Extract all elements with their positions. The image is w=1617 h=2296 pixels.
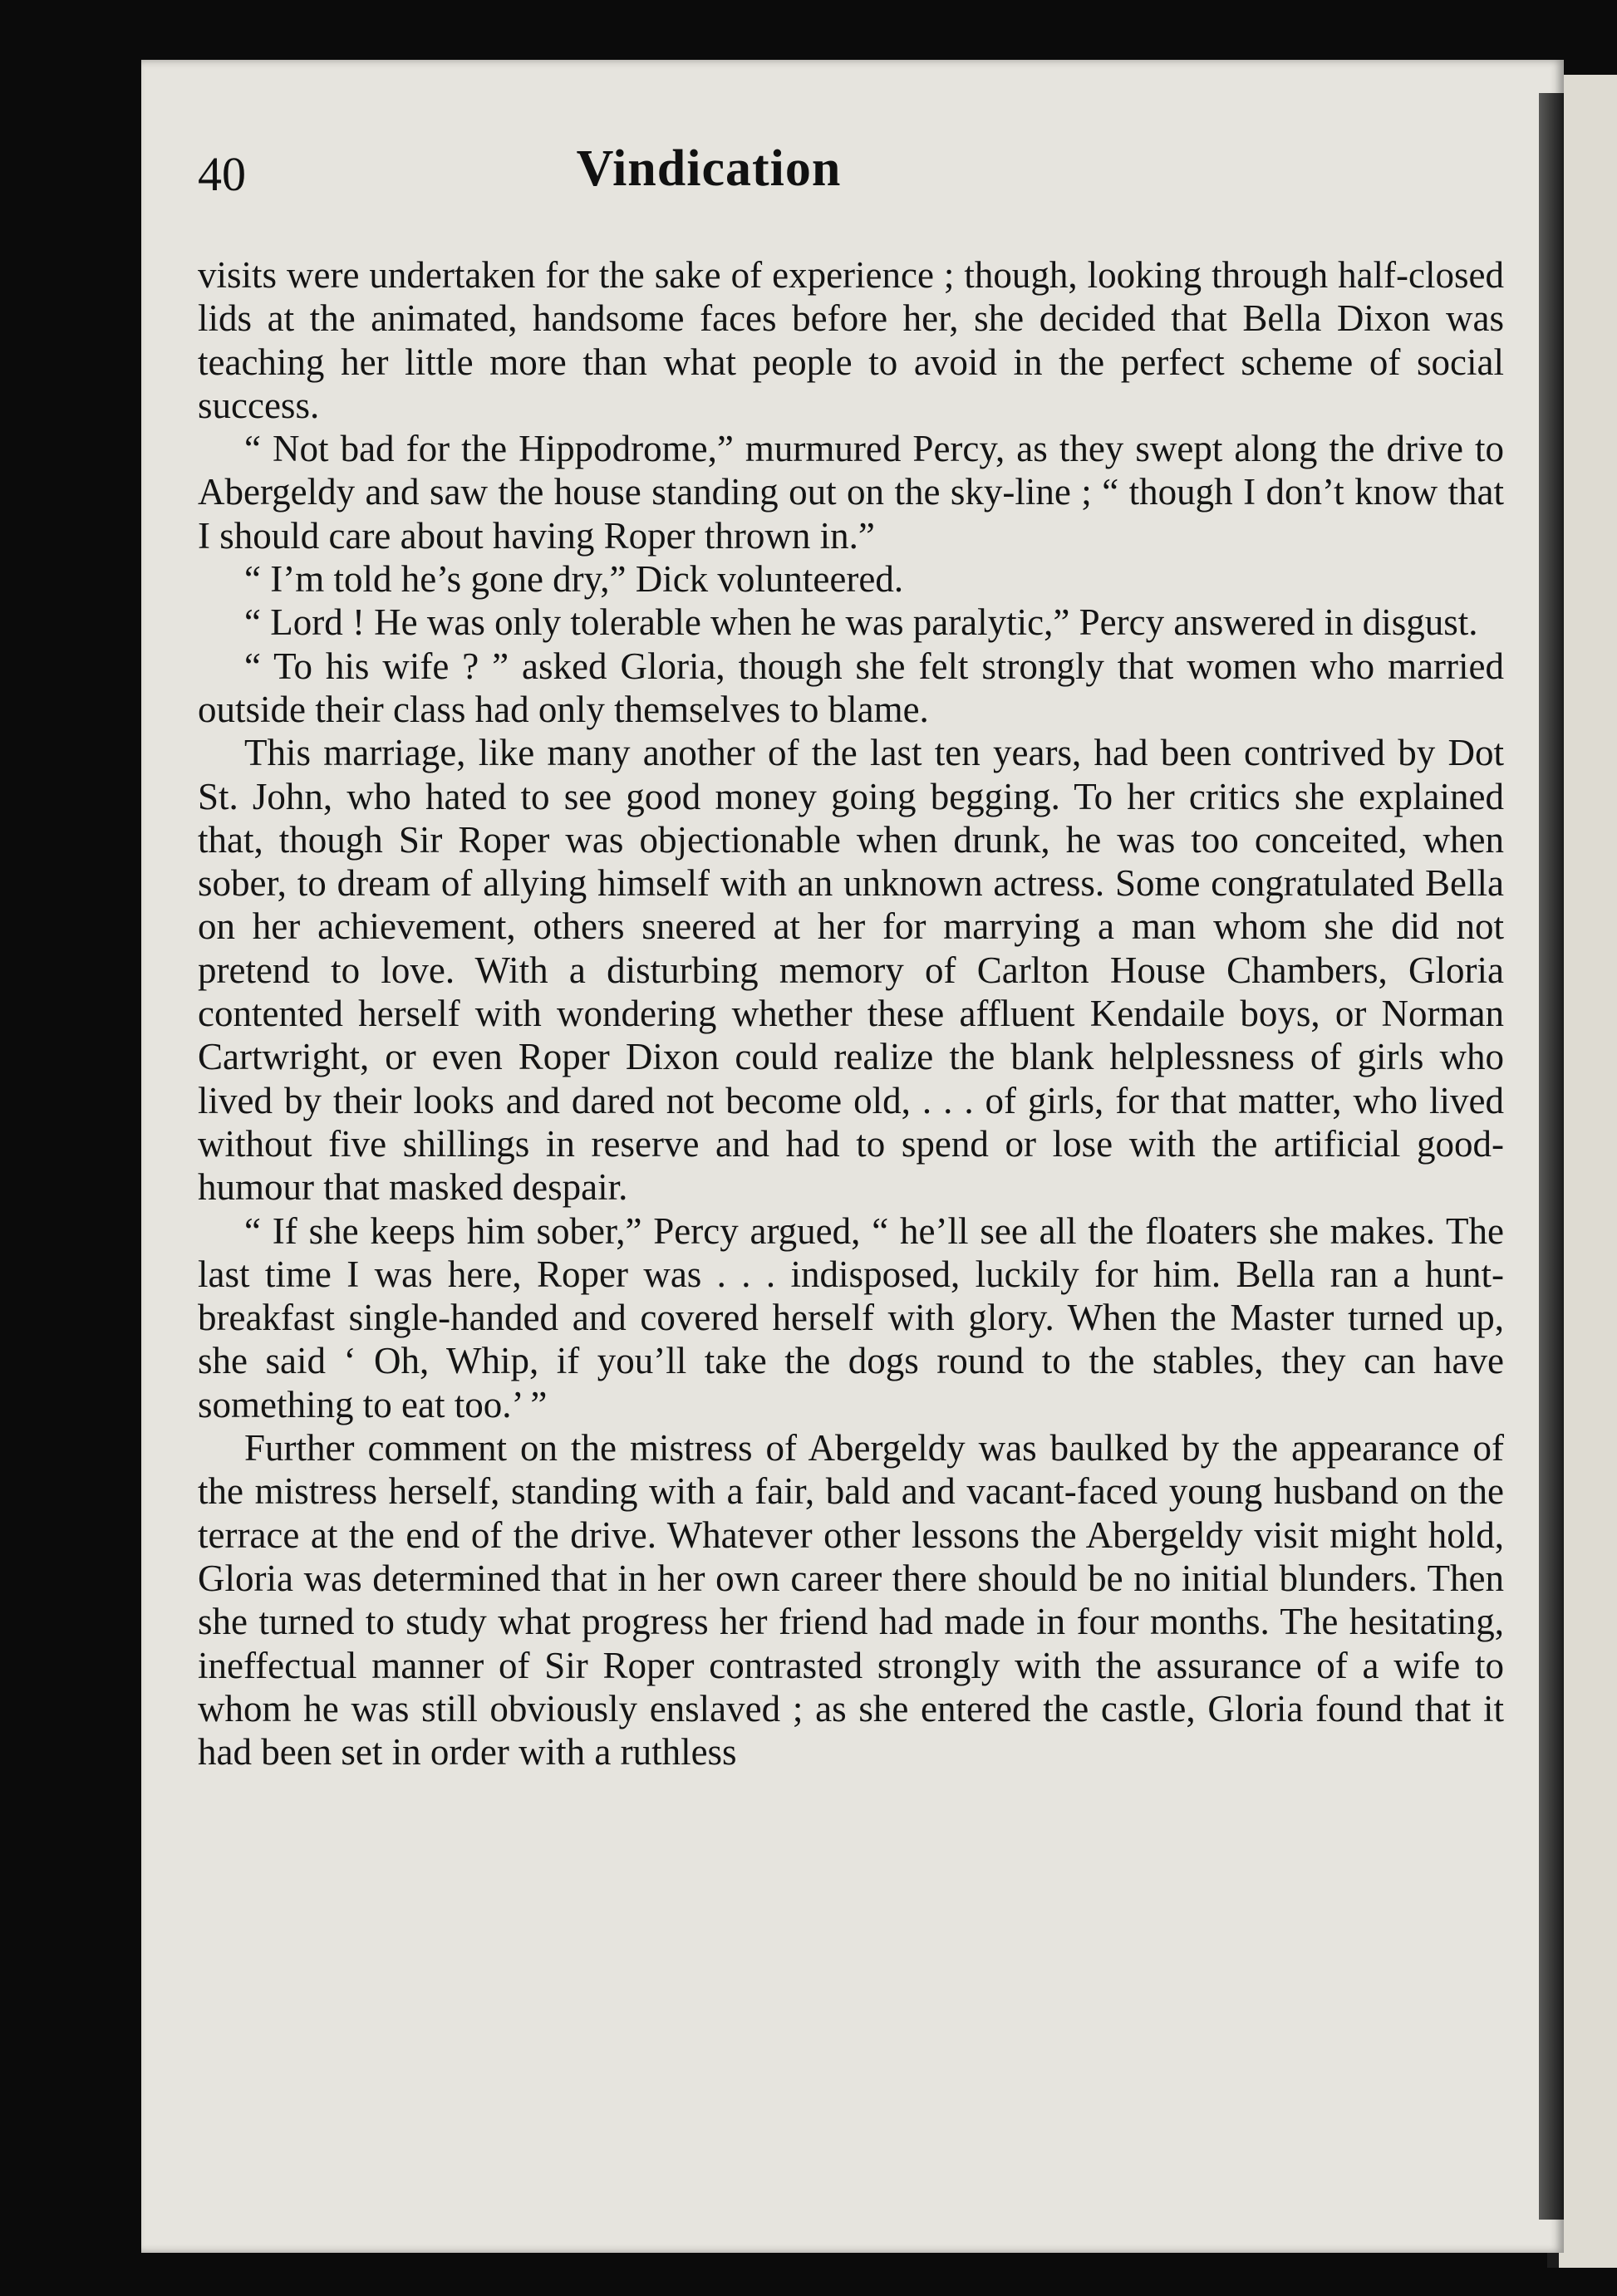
paragraph: “ To his wife ? ” asked Gloria, though she felt strongly that women who married outside their class had only themselves to blame. [198,645,1504,730]
paragraph: “ Lord ! He was only tolerable when he was paralytic,” Percy answered in disgust. [244,601,1478,644]
paragraph: “ If she keeps him sober,” Percy argued, “ he’ll see all the floaters she makes. The last time I was here, Roper was . . . indisposed, luckily for him. Bella ran a hunt-breakfast single-handed and covered herself with glory. When the Master turned up, she said ‘ Oh, Whip, if you’ll take the dogs round to the stables, they can have something to eat too.’ ” [198,1209,1504,1425]
paragraph: Further comment on the mistress of Abergeldy was baulked by the appearance of the mistress herself, standing with a fair, bald and vacant-faced young husband on the terrace at the end of the drive. Whatever other lessons the Abergeldy visit might hold, Gloria was determined that in her own career there should be no initial blunders. Then she turned to study what progress her friend had made in four months. The hesitating, ineffectual manner of Sir Roper contrasted strongly with the assurance of a wife to whom he was still obviously enslaved ; as she entered the castle, Gloria found that it had been set in order with a ruthless [198,1427,1504,1774]
paragraph: This marriage, like many another of the last ten years, had been contrived by Dot St. John, who hated to see good money going begging. To her critics she explained that, though Sir Roper was objectionable when drunk, he was too conceited, when sober, to dream of allying himself with an unknown actress. Some congratulated Bella on her achievement, others sneered at her for marrying a man whom she did not pretend to love. With a disturbing memory of Carlton House Chambers, Gloria contented herself with wondering whether these affluent Kendaile boys, or Norman Cartwright, or even Roper Dixon could realize the blank helplessness of girls who lived by their looks and dared not become old, . . . of girls, for that matter, who lived without five shillings in reserve and had to spend or lose with the artificial good-humour that masked despair. [198,732,1504,1209]
paragraph: “ I’m told he’s gone dry,” Dick volunteered. [244,558,904,601]
page-number: 40 [198,147,246,201]
paragraph: visits were undertaken for the sake of experience ; though, looking through half-closed lids at the animated, handsome faces before her, she decided that Bella Dixon was teaching her little more than what people to avoid in the perfect scheme of social success. [198,254,1504,426]
paragraph: “ Not bad for the Hippodrome,” murmured Percy, as they swept along the drive to Abergeldy and saw the house standing out on the sky-line ; “ though I don’t know that I should care about having Roper thrown in.” [198,428,1504,557]
page-header [198,140,1220,213]
page-gutter-shadow [1539,93,1564,2220]
body-text [198,253,1504,1774]
running-title: Vindication [576,140,842,197]
